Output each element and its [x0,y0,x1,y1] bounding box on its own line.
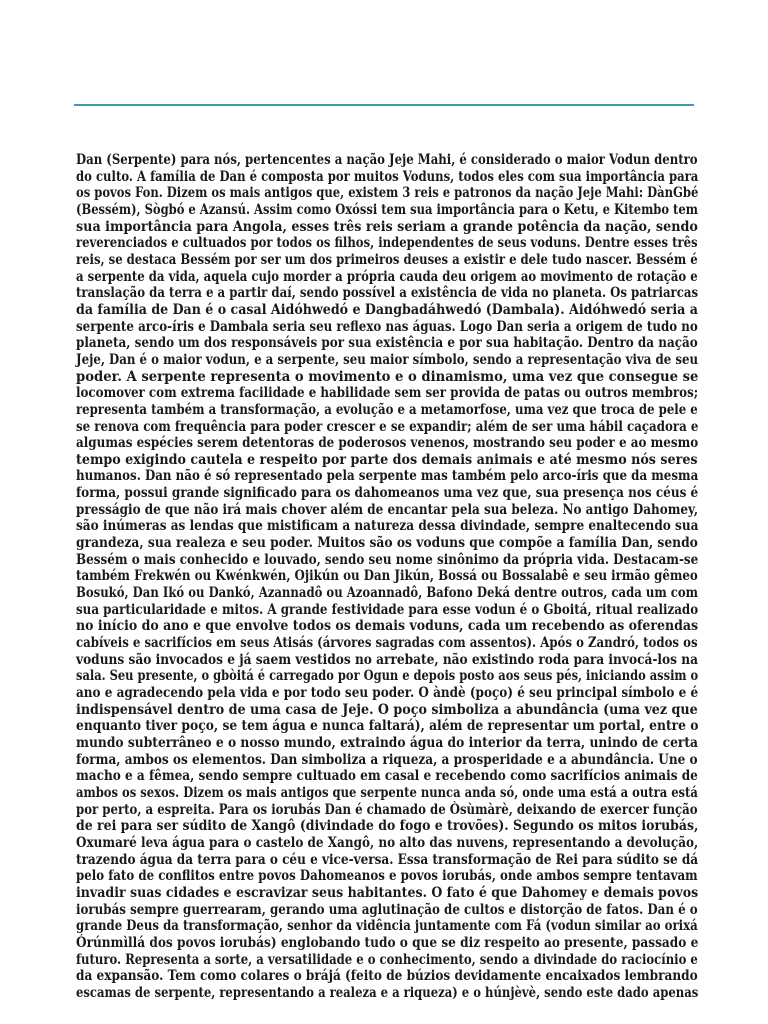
text-line: indispensável dentro de uma casa de Jeje. O poço simboliza a abundância (uma vez que [76,701,698,718]
text-line: humanos. Dan não é só representado pela serpente mas também pelo arco-íris que da mesma [76,468,699,485]
text-line: Órúnmìllá dos povos iorubás) englobando tudo o que se diz respeito ao presente, passado e [76,934,699,951]
text-line: serpente arco-íris e Dambala seria seu reflexo nas águas. Logo Dan seria a origem de tudo no [76,318,698,335]
text-line: ano e agradecendo pela vida e por todo seu poder. O àndè (poço) é seu principal símbolo e é [76,685,699,701]
text-line: trazendo água da terra para o céu e vice-versa. Essa transformação de Rei para súdito se dá [76,851,699,868]
text-line: ambos os sexos. Dizem os mais antigos que serpente nunca anda só, onde uma está a outra está [76,784,698,801]
text-line: reis, se destaca Bessém por ser um dos primeiros deuses a existir e dele tudo nascer. Bessém é [76,251,698,268]
text-line: Bessém o mais conhecido e louvado, sendo seu nome sinônimo da própria vida. Destacam-se [76,551,699,568]
text-line: por perto, a espreita. Para os iorubás Dan é chamado de Òsùmàrè, deixando de exercer função [76,801,698,818]
text-line: Jeje, Dan é o maior vodun, e a serpente, seu maior símbolo, sendo a representação viva de seu [76,351,699,368]
text-line: planeta, sendo um dos responsáveis por sua existência e por sua habitação. Dentro da nação [76,335,698,352]
text-line: enquanto tiver poço, se tem água e nunca faltará), além de representar um portal, entre o [76,718,699,735]
text-line: do culto. A família de Dan é composta por muitos Voduns, todos eles com sua importância para [76,168,699,185]
text-line: no início do ano e que envolve todos os demais voduns, cada um recebendo as oferendas [76,618,699,635]
text-line: iorubás sempre guerrearam, gerando uma aglutinação de cultos e distorção de fatos. Dan é o [76,901,698,918]
text-line: forma, possui grande significado para os dahomeanos uma vez que, sua presença nos céus é [76,485,699,502]
text-line: se renova com frequência para poder crescer e se expandir; além de ser uma hábil caçadora e [76,418,699,435]
text-line: cabíveis e sacrifícios em seus Atisás (árvores sagradas com assentos). Após o Zandró, todos os [76,635,698,652]
text-line: Oxumaré leva água para o castelo de Xangô, no alto das nuvens, representando a devolução, [76,834,699,851]
text-line: representa também a transformação, a evolução e a metamorfose, uma vez que troca de pele e [76,401,698,418]
text-line: pelo fato de conflitos entre povos Dahomeanos e povos iorubás, onde ambos sempre tentavam [76,868,698,885]
text-line: de rei para ser súdito de Xangô (divindade do fogo e trovões). Segundo os mitos iorubás, [76,818,699,835]
text-line: sua particularidade e mitos. A grande festividade para esse vodun é o Gboitá, ritual realizado [76,601,699,618]
text-line: a serpente da vida, aquela cujo morder a própria cauda deu origem ao movimento de rotação e [76,268,698,285]
text-line: da família de Dan é o casal Aidóhwedó e Dangbadáhwedó (Dambala). Aidóhwedó seria a [76,301,698,318]
text-line: Dan (Serpente) para nós, pertencentes a nação Jeje Mahi, é considerado o maior Vodun dentro [76,152,698,168]
text-line: invadir suas cidades e escravizar seus habitantes. O fato é que Dahomey e demais povos [76,884,699,901]
text-line: grande Deus da transformação, senhor da vidência juntamente com Fá (vodun similar ao orixá [76,918,698,935]
text-line: futuro. Representa a sorte, a versatilidade e o conhecimento, sendo a divindade do raciocínio e [76,951,698,968]
text-line: locomover com extrema facilidade e habilidade sem ser provida de patas ou outros membros; [76,385,699,402]
text-line: (Bessém), Sògbó e Azansú. Assim como Oxóssi tem sua importância para o Ketu, e Kitembo tem [76,201,698,218]
text-line: sua importância para Angola, esses três reis seriam a grande potência da nação, sendo [76,218,698,235]
text-line: Bosukó, Dan Ikó ou Dankó, Azannadô ou Azoannadô, Bafono Deká dentre outros, cada um com [76,585,698,602]
text-line: presságio de que não irá mais chover além de encantar pela sua beleza. No antigo Dahomey, [76,501,699,518]
text-line: translação da terra e a partir daí, sendo possível a existência de vida no planeta. Os patriarcas [76,285,699,302]
text-line: escamas de serpente, representando a realeza e a riqueza) e o húnjèvè, sendo este dado apenas [76,984,699,1001]
text-line: são inúmeras as lendas que mistificam a natureza dessa divindade, sempre enaltecendo sua [76,518,699,535]
header-divider [74,104,694,106]
text-line: macho e a fêmea, sendo sempre cultuado em casal e recebendo como sacrifícios animais de [76,768,698,785]
text-line: os povos Fon. Dizem os mais antigos que, existem 3 reis e patronos da nação Jeje Mahi: DànGbé [76,185,699,202]
text-line: sala. Seu presente, o gbòitá é carregado por Ogun e depois posto aos seus pés, iniciando assim o [76,668,699,685]
text-line: da expansão. Tem como colares o brájá (feito de búzios devidamente encaixados lembrando [76,968,698,985]
text-line: voduns são invocados e já saem vestidos no arrebate, não existindo roda para invocá-los na [76,651,698,668]
text-line: também Frekwén ou Kwénkwén, Ojikún ou Dan Jikún, Bossá ou Bossalabê e seu irmão gêmeo [76,568,698,585]
text-line: tempo exigindo cautela e respeito por parte dos demais animais e até mesmo nós seres [76,451,698,468]
text-line: poder. A serpente representa o movimento e o dinamismo, uma vez que consegue se [76,368,699,385]
text-line: mundo subterrâneo e o nosso mundo, extraindo água do interior da terra, unindo de certa [76,734,699,751]
text-line: grandeza, sua realeza e seu poder. Muitos são os voduns que compõe a família Dan, sendo [76,535,698,552]
text-line: algumas espécies serem detentoras de poderosos venenos, mostrando seu poder e ao mesmo [76,435,699,452]
body-paragraph [76,152,698,1001]
text-line: reverenciados e cultuados por todos os filhos, independentes de seus voduns. Dentre esses três [76,235,698,252]
text-line: forma, ambos os elementos. Dan simboliza a riqueza, a prosperidade e a abundância. Une o [76,751,698,768]
